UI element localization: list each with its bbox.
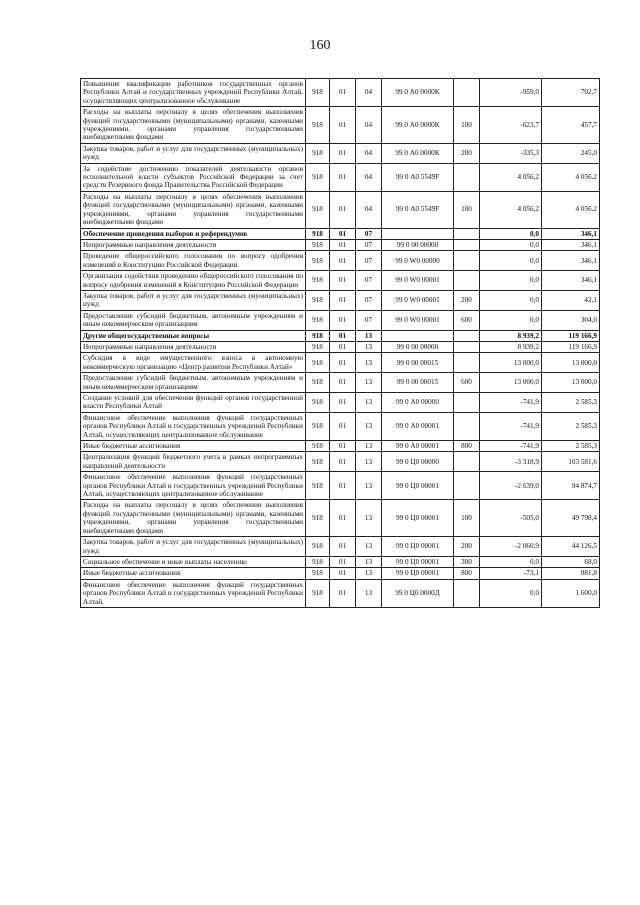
row-section-cell: 01 — [330, 472, 356, 500]
row-target-article-cell: 99 0 А0 5549F — [382, 163, 454, 191]
row-expense-type-cell — [454, 452, 480, 472]
row-section-cell: 01 — [330, 310, 356, 330]
row-target-article-cell: 99 0 А0 00001 — [382, 441, 454, 452]
row-target-article-cell: 99 0 W0 00001 — [382, 290, 454, 310]
row-name-cell: Иные бюджетные ассигнования — [81, 568, 306, 579]
table-row — [81, 107, 600, 144]
row-change-sum-cell: -741,9 — [480, 412, 542, 440]
row-change-sum-cell: -2 060,9 — [480, 537, 542, 557]
row-name-cell: Непрограммные направления деятельности — [81, 239, 306, 250]
row-expense-type-cell: 100 — [454, 191, 480, 228]
row-total-sum-cell: 94 874,7 — [542, 472, 600, 500]
row-total-sum-cell: 103 581,6 — [542, 452, 600, 472]
table-row — [81, 79, 600, 107]
row-name-cell: Непрограммные направления деятельности — [81, 341, 306, 352]
row-target-article-cell: 99 0 А0 00000 — [382, 393, 454, 413]
row-expense-type-cell — [454, 412, 480, 440]
row-change-sum-cell: 0,0 — [480, 271, 542, 291]
row-change-sum-cell: 0,0 — [480, 556, 542, 567]
row-subsection-cell: 04 — [356, 191, 382, 228]
row-subsection-cell: 13 — [356, 537, 382, 557]
table-row — [81, 143, 600, 163]
row-name-cell: Расходы на выплаты персоналу в целях обеспечения выполнения функций государственными (муниципальными) органами, казенными учреждениями, органами управления государственными внебюджетными фондами — [81, 500, 306, 537]
row-name-cell: Финансовое обеспечение выполнения функций государственных органов Республики Алтай и государственных учреждений Республики Алтай, осуществляющих централизованное обслуживание — [81, 472, 306, 500]
row-name-cell: Обеспечение проведения выборов и референдумов — [81, 228, 306, 239]
row-expense-type-cell — [454, 163, 480, 191]
row-subsection-cell: 07 — [356, 239, 382, 250]
row-name-cell: Предоставление субсидий бюджетным, автономным учреждениям и иным некоммерческим организациям — [81, 373, 306, 393]
row-grbs-cell: 918 — [306, 271, 330, 291]
row-subsection-cell: 13 — [356, 353, 382, 373]
row-name-cell: Проведение общероссийского голосования по вопросу одобрения изменений в Конституцию Российской Федерации — [81, 251, 306, 271]
row-section-cell: 01 — [330, 373, 356, 393]
row-subsection-cell: 13 — [356, 579, 382, 607]
row-subsection-cell: 04 — [356, 163, 382, 191]
page-number: 160 — [309, 38, 331, 53]
row-section-cell: 01 — [330, 341, 356, 352]
row-name-cell: Социальное обеспечение и иные выплаты населению — [81, 556, 306, 567]
row-target-article-cell: 99 0 Ц0 00001 — [382, 472, 454, 500]
row-total-sum-cell: 2 585,3 — [542, 412, 600, 440]
row-subsection-cell: 07 — [356, 310, 382, 330]
row-target-article-cell: 99 0 00 00000 — [382, 341, 454, 352]
row-target-article-cell: 99 0 00 00015 — [382, 373, 454, 393]
table-row — [81, 271, 600, 291]
row-target-article-cell: 99 0 W0 00001 — [382, 310, 454, 330]
row-subsection-cell: 13 — [356, 472, 382, 500]
row-grbs-cell: 918 — [306, 452, 330, 472]
row-change-sum-cell: -623,7 — [480, 107, 542, 144]
table-row — [81, 341, 600, 352]
row-total-sum-cell: 44 126,5 — [542, 537, 600, 557]
row-target-article-cell: 99 0 Ц0 00001 — [382, 556, 454, 567]
row-total-sum-cell: 304,0 — [542, 310, 600, 330]
table-row — [81, 353, 600, 373]
row-subsection-cell: 04 — [356, 143, 382, 163]
row-target-article-cell: 99 0 Ц0 00001 — [382, 500, 454, 537]
row-grbs-cell: 918 — [306, 441, 330, 452]
row-name-cell: Иные бюджетные ассигнования — [81, 441, 306, 452]
row-change-sum-cell: 0,0 — [480, 290, 542, 310]
row-grbs-cell: 918 — [306, 228, 330, 239]
row-grbs-cell: 918 — [306, 163, 330, 191]
row-name-cell: Повышение квалификации работников государственных органов Республики Алтай и государственных учреждений Республики Алтай, осуществляющих централизованное обслуживание — [81, 79, 306, 107]
row-total-sum-cell: 346,1 — [542, 251, 600, 271]
row-name-cell: Организация содействия проведению общероссийского голосования по вопросу одобрения изменений в Конституцию Российской Федерации — [81, 271, 306, 291]
row-grbs-cell: 918 — [306, 412, 330, 440]
row-name-cell: Создание условий для обеспечения функций органов государственной власти Республики Алтай — [81, 393, 306, 413]
table-row — [81, 310, 600, 330]
row-target-article-cell: 99 0 W0 00000 — [382, 251, 454, 271]
table-row — [81, 239, 600, 250]
row-grbs-cell: 918 — [306, 556, 330, 567]
row-expense-type-cell — [454, 393, 480, 413]
row-section-cell: 01 — [330, 452, 356, 472]
row-target-article-cell: 99 0 Ц0 00001 — [382, 537, 454, 557]
row-expense-type-cell — [454, 341, 480, 352]
row-expense-type-cell — [454, 228, 480, 239]
table-row — [81, 412, 600, 440]
row-total-sum-cell: 2 585,3 — [542, 393, 600, 413]
row-change-sum-cell: 0,0 — [480, 579, 542, 607]
row-change-sum-cell: -335,3 — [480, 143, 542, 163]
row-section-cell: 01 — [330, 500, 356, 537]
row-name-cell: Закупка товаров, работ и услуг для государственных (муниципальных) нужд — [81, 143, 306, 163]
row-target-article-cell: 99 0 Ц0 00000 — [382, 452, 454, 472]
budget-table — [80, 78, 600, 608]
row-target-article-cell: 99 0 Ц0 00001 — [382, 568, 454, 579]
row-total-sum-cell: 4 056,2 — [542, 163, 600, 191]
row-subsection-cell: 07 — [356, 290, 382, 310]
row-grbs-cell: 918 — [306, 373, 330, 393]
row-expense-type-cell — [454, 579, 480, 607]
row-expense-type-cell — [454, 239, 480, 250]
row-grbs-cell: 918 — [306, 79, 330, 107]
row-change-sum-cell: 0,0 — [480, 239, 542, 250]
table-row — [81, 290, 600, 310]
row-expense-type-cell — [454, 353, 480, 373]
row-total-sum-cell: 1 600,0 — [542, 579, 600, 607]
row-expense-type-cell: 600 — [454, 310, 480, 330]
row-expense-type-cell: 200 — [454, 143, 480, 163]
row-expense-type-cell: 800 — [454, 568, 480, 579]
row-section-cell: 01 — [330, 163, 356, 191]
row-grbs-cell: 918 — [306, 143, 330, 163]
row-total-sum-cell: 245,0 — [542, 143, 600, 163]
row-total-sum-cell: 13 000,0 — [542, 373, 600, 393]
row-target-article-cell: 99 0 А0 5549F — [382, 191, 454, 228]
row-total-sum-cell: 2 585,3 — [542, 441, 600, 452]
table-row — [81, 537, 600, 557]
row-expense-type-cell: 200 — [454, 537, 480, 557]
row-expense-type-cell: 200 — [454, 290, 480, 310]
row-target-article-cell: 99 0 А0 00001 — [382, 412, 454, 440]
table-row — [81, 441, 600, 452]
row-grbs-cell: 918 — [306, 568, 330, 579]
row-total-sum-cell: 119 166,9 — [542, 341, 600, 352]
row-target-article-cell: 99 0 00 00015 — [382, 353, 454, 373]
row-change-sum-cell: 4 056,2 — [480, 163, 542, 191]
row-section-cell: 01 — [330, 271, 356, 291]
row-section-cell: 01 — [330, 353, 356, 373]
row-subsection-cell: 13 — [356, 393, 382, 413]
row-name-cell: Финансовое обеспечение выполнения функций государственных органов Республики Алтай и государственных учреждений Республики Алтай, — [81, 579, 306, 607]
table-row — [81, 500, 600, 537]
table-row — [81, 330, 600, 341]
row-section-cell: 01 — [330, 556, 356, 567]
row-subsection-cell: 04 — [356, 107, 382, 144]
row-name-cell: Другие общегосударственные вопросы — [81, 330, 306, 341]
row-section-cell: 01 — [330, 228, 356, 239]
row-expense-type-cell — [454, 271, 480, 291]
row-expense-type-cell: 100 — [454, 500, 480, 537]
row-target-article-cell: 99 0 00 00000 — [382, 239, 454, 250]
row-section-cell: 01 — [330, 191, 356, 228]
row-subsection-cell: 13 — [356, 330, 382, 341]
row-grbs-cell: 918 — [306, 330, 330, 341]
row-total-sum-cell: 68,0 — [542, 556, 600, 567]
row-change-sum-cell: 8 939,2 — [480, 330, 542, 341]
row-target-article-cell: 99 0 А0 0000К — [382, 79, 454, 107]
row-subsection-cell: 13 — [356, 441, 382, 452]
row-name-cell: Централизация функций бюджетного учета в рамках непрограммных направлений деятельности — [81, 452, 306, 472]
row-grbs-cell: 918 — [306, 107, 330, 144]
row-change-sum-cell: 4 056,2 — [480, 191, 542, 228]
row-grbs-cell: 918 — [306, 353, 330, 373]
row-change-sum-cell: -741,9 — [480, 441, 542, 452]
row-total-sum-cell: 881,8 — [542, 568, 600, 579]
table-row — [81, 228, 600, 239]
row-grbs-cell: 918 — [306, 191, 330, 228]
row-target-article-cell: 99 0 W0 00001 — [382, 271, 454, 291]
row-expense-type-cell — [454, 251, 480, 271]
table-row — [81, 556, 600, 567]
row-section-cell: 01 — [330, 393, 356, 413]
row-grbs-cell: 918 — [306, 579, 330, 607]
row-grbs-cell: 918 — [306, 537, 330, 557]
row-change-sum-cell: 13 000,0 — [480, 353, 542, 373]
row-total-sum-cell: 49 798,4 — [542, 500, 600, 537]
row-grbs-cell: 918 — [306, 341, 330, 352]
table-row — [81, 579, 600, 607]
row-grbs-cell: 918 — [306, 500, 330, 537]
row-expense-type-cell — [454, 472, 480, 500]
table-row — [81, 393, 600, 413]
row-grbs-cell: 918 — [306, 310, 330, 330]
row-section-cell: 01 — [330, 143, 356, 163]
row-total-sum-cell: 457,7 — [542, 107, 600, 144]
row-change-sum-cell: -741,9 — [480, 393, 542, 413]
row-total-sum-cell: 4 056,2 — [542, 191, 600, 228]
row-expense-type-cell: 600 — [454, 373, 480, 393]
table-row — [81, 568, 600, 579]
row-grbs-cell: 918 — [306, 290, 330, 310]
row-change-sum-cell: 8 939,2 — [480, 341, 542, 352]
table-row — [81, 251, 600, 271]
row-name-cell: Финансовое обеспечение выполнения функций государственных органов Республики Алтай и государственных учреждений Республики Алтай, осуществляющих централизованное обслуживание — [81, 412, 306, 440]
row-name-cell: Предоставление субсидий бюджетным, автономным учреждениям и иным некоммерческим организациям — [81, 310, 306, 330]
row-grbs-cell: 918 — [306, 472, 330, 500]
row-section-cell: 01 — [330, 107, 356, 144]
row-target-article-cell: 99 0 А0 0000К — [382, 107, 454, 144]
row-change-sum-cell: 0,0 — [480, 310, 542, 330]
table-row — [81, 191, 600, 228]
row-subsection-cell: 13 — [356, 556, 382, 567]
row-total-sum-cell: 702,7 — [542, 79, 600, 107]
row-section-cell: 01 — [330, 568, 356, 579]
row-name-cell: Закупка товаров, работ и услуг для государственных (муниципальных) нужд — [81, 290, 306, 310]
row-subsection-cell: 13 — [356, 341, 382, 352]
row-subsection-cell: 13 — [356, 500, 382, 537]
row-subsection-cell: 13 — [356, 568, 382, 579]
row-expense-type-cell — [454, 79, 480, 107]
row-change-sum-cell: 0,0 — [480, 251, 542, 271]
row-subsection-cell: 13 — [356, 452, 382, 472]
row-change-sum-cell: 0,0 — [480, 228, 542, 239]
row-name-cell: Расходы на выплаты персоналу в целях обеспечения выполнения функций государственными (муниципальными) органами, казенными учреждениями, органами управления государственными внебюджетными фондами — [81, 191, 306, 228]
table-body — [81, 79, 600, 608]
row-expense-type-cell — [454, 330, 480, 341]
row-section-cell: 01 — [330, 537, 356, 557]
row-section-cell: 01 — [330, 251, 356, 271]
table-row — [81, 163, 600, 191]
row-change-sum-cell: 13 000,0 — [480, 373, 542, 393]
row-subsection-cell: 07 — [356, 228, 382, 239]
row-grbs-cell: 918 — [306, 393, 330, 413]
row-section-cell: 01 — [330, 579, 356, 607]
row-grbs-cell: 918 — [306, 239, 330, 250]
row-change-sum-cell: -505,0 — [480, 500, 542, 537]
row-section-cell: 01 — [330, 239, 356, 250]
row-section-cell: 01 — [330, 330, 356, 341]
row-subsection-cell: 13 — [356, 412, 382, 440]
table-row — [81, 373, 600, 393]
row-change-sum-cell: -73,1 — [480, 568, 542, 579]
row-section-cell: 01 — [330, 412, 356, 440]
row-total-sum-cell: 42,1 — [542, 290, 600, 310]
row-name-cell: Закупка товаров, работ и услуг для государственных (муниципальных) нужд — [81, 537, 306, 557]
row-total-sum-cell: 119 166,9 — [542, 330, 600, 341]
row-section-cell: 01 — [330, 290, 356, 310]
table-row — [81, 452, 600, 472]
row-subsection-cell: 07 — [356, 271, 382, 291]
row-target-article-cell: 99 0 Ц0 0000Д — [382, 579, 454, 607]
row-change-sum-cell: -959,0 — [480, 79, 542, 107]
row-change-sum-cell: -2 639,0 — [480, 472, 542, 500]
row-section-cell: 01 — [330, 441, 356, 452]
row-subsection-cell: 13 — [356, 373, 382, 393]
row-total-sum-cell: 346,1 — [542, 239, 600, 250]
row-target-article-cell: 99 0 А0 0000К — [382, 143, 454, 163]
row-subsection-cell: 07 — [356, 251, 382, 271]
row-total-sum-cell: 346,1 — [542, 271, 600, 291]
row-section-cell: 01 — [330, 79, 356, 107]
row-grbs-cell: 918 — [306, 251, 330, 271]
row-name-cell: Расходы на выплаты персоналу в целях обеспечения выполнения функций государственными (муниципальными) органами, казенными учреждениями, органами управления государственными внебюджетными фондами — [81, 107, 306, 144]
row-change-sum-cell: -3 318,9 — [480, 452, 542, 472]
row-expense-type-cell: 100 — [454, 107, 480, 144]
row-expense-type-cell: 300 — [454, 556, 480, 567]
row-total-sum-cell: 13 000,0 — [542, 353, 600, 373]
row-target-article-cell — [382, 330, 454, 341]
table-row — [81, 472, 600, 500]
row-name-cell: За содействие достижению показателей деятельности органов исполнительной власти субъектов Российской Федерации за счет средств Резервного фонда Правительства Российской Федерации — [81, 163, 306, 191]
row-total-sum-cell: 346,1 — [542, 228, 600, 239]
row-name-cell: Субсидия в виде имущественного взноса в автономную некоммерческую организацию «Центр развития Республики Алтай» — [81, 353, 306, 373]
row-expense-type-cell: 800 — [454, 441, 480, 452]
row-subsection-cell: 04 — [356, 79, 382, 107]
row-target-article-cell — [382, 228, 454, 239]
